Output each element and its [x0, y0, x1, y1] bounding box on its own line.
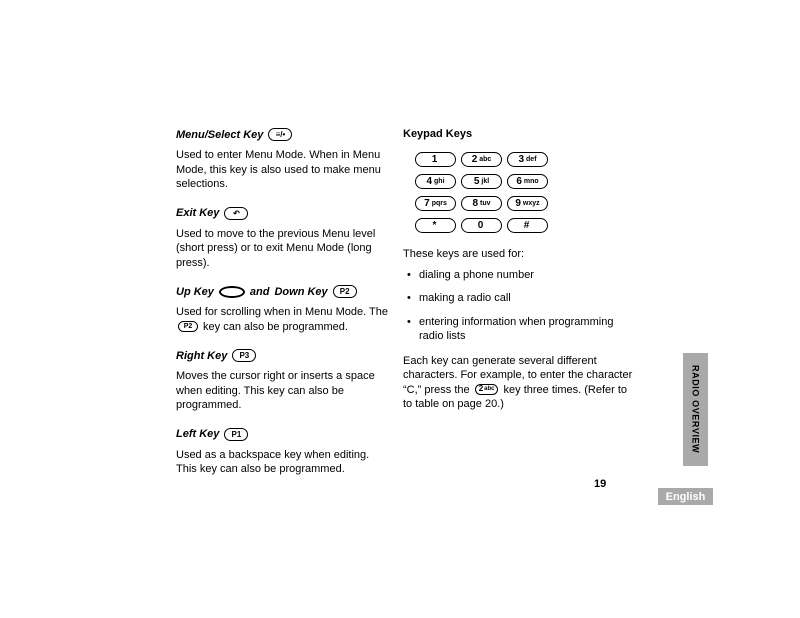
section-heading-left-key: [176, 428, 392, 441]
keypad-key-1: 1: [415, 152, 456, 167]
right-column: [403, 128, 635, 416]
right-key-description: Moves the cursor right or inserts a space when editing. This key can also be programmed.: [176, 370, 375, 412]
keypad-key-5: 5 jkl: [461, 174, 502, 189]
menu-select-key-label: Menu/Select Key: [176, 128, 264, 141]
usage-item-radio-call: • making a radio call: [403, 291, 635, 306]
page-number: 19: [594, 478, 607, 490]
keypad-grid: [415, 152, 635, 233]
note-post: key three times. (Refer to to table on page 20.): [403, 383, 628, 411]
language-badge-label: English: [665, 490, 706, 503]
left-column: [176, 128, 392, 481]
keypad-key-0: 0: [461, 218, 502, 233]
up-down-body-pre: Used for scrolling when in Menu Mode. The: [176, 306, 388, 319]
up-key-icon: [219, 286, 245, 298]
keypad-key-3: 3 def: [507, 152, 548, 167]
left-key-description: Used as a backspace key when editing. This key can also be programmed.: [176, 448, 370, 476]
radio-overview-tab: [683, 353, 708, 466]
section-heading-up-down-key: [176, 285, 392, 298]
down-key-icon: P2: [333, 285, 357, 298]
left-key-label: Left Key: [176, 428, 220, 441]
menu-select-key-description: Used to enter Menu Mode. When in Menu Mode, this key is also used to make menu selections.: [176, 149, 381, 191]
section-heading-menu-select-key: [176, 128, 392, 141]
up-down-body-post: key can also be programmed.: [200, 320, 348, 333]
p2-key-icon: P2: [178, 321, 198, 332]
right-key-label: Right Key: [176, 349, 228, 362]
exit-key-icon: ↶: [224, 207, 248, 220]
keypad-key-star: *: [415, 218, 456, 233]
keypad-usage-list: [403, 268, 635, 344]
exit-key-label: Exit Key: [176, 207, 220, 220]
up-down-conjunction: and: [249, 285, 270, 298]
keypad-key-8: 8 tuv: [461, 196, 502, 211]
keypad-key-6: 6 mno: [507, 174, 548, 189]
usage-item-dialing: • dialing a phone number: [403, 268, 635, 283]
left-key-icon: P1: [224, 428, 248, 441]
keypad-note: [403, 354, 635, 412]
radio-overview-tab-label: RADIO OVERVIEW: [690, 365, 701, 454]
section-heading-right-key: [176, 349, 392, 362]
keypad-key-2: 2 abc: [461, 152, 502, 167]
menu-select-key-icon: ≡/•: [268, 128, 292, 141]
keypad-keys-heading: Keypad Keys: [403, 128, 473, 140]
language-badge: [658, 488, 713, 505]
keypad-usage-intro: These keys are used for:: [403, 248, 525, 260]
keypad-key-7: 7 pqrs: [415, 196, 456, 211]
note-pre: Each key can generate several different characters. For example, to enter the character “C,” press the: [403, 354, 633, 396]
up-down-key-description: [176, 305, 392, 334]
section-heading-exit-key: [176, 207, 392, 220]
keypad-key-pound: #: [507, 218, 548, 233]
right-key-icon: P3: [232, 349, 256, 362]
exit-key-description: Used to move to the previous Menu level (short press) or to exit Menu Mode (long press).: [176, 227, 376, 269]
up-key-label: Up Key: [176, 285, 214, 298]
down-key-label: Down Key: [274, 285, 328, 298]
keypad-key-9: 9 wxyz: [507, 196, 548, 211]
usage-item-programming: • entering information when programming radio lists: [403, 315, 635, 344]
key-2abc-icon: 2 abc: [475, 384, 499, 395]
keypad-key-4: 4 ghi: [415, 174, 456, 189]
